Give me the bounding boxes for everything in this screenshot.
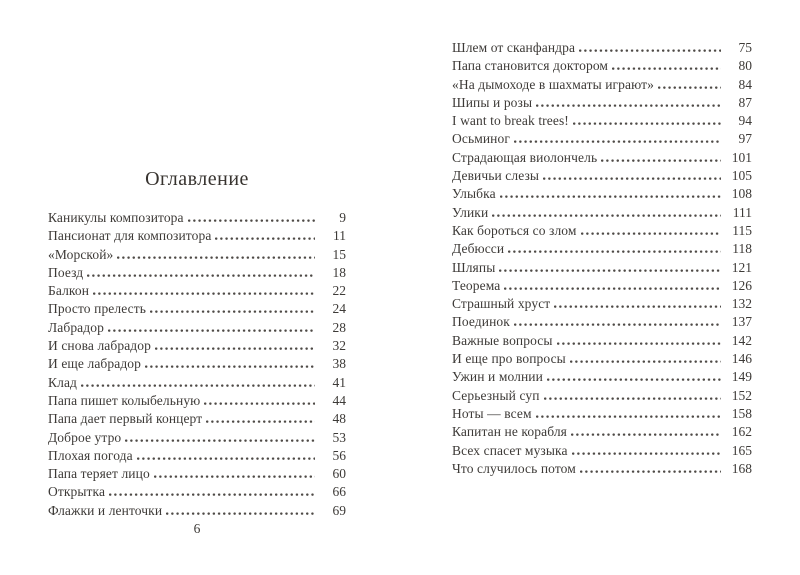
toc-entry (48, 356, 346, 374)
toc-entry-title: I want to break trees! (452, 113, 569, 129)
toc-entry (48, 448, 346, 466)
toc-entry (48, 247, 346, 265)
dot-leader (125, 439, 315, 442)
toc-entry-title: Пансионат для композитора (48, 228, 212, 244)
toc-entry-title: Капитан не корабля (452, 424, 567, 440)
toc-entry (452, 278, 752, 296)
toc-entry-title: Осьминог (452, 131, 510, 147)
toc-entry-title: Теорема (452, 277, 501, 293)
toc-entry (452, 314, 752, 332)
toc-entry (452, 369, 752, 387)
toc-entry-page: 56 (332, 447, 346, 463)
toc-entry (48, 320, 346, 338)
dot-leader (572, 452, 721, 455)
toc-entry-page: 48 (332, 411, 346, 427)
toc-entry-title: Лабрадор (48, 319, 104, 335)
toc-column-right (452, 40, 752, 479)
dot-leader (215, 237, 315, 240)
dot-leader (544, 397, 721, 400)
dot-leader (204, 402, 315, 405)
dot-leader (145, 365, 315, 368)
toc-entry-title: «Морской» (48, 246, 114, 262)
dot-leader (573, 122, 721, 125)
toc-entry-title: Флажки и ленточки (48, 502, 163, 518)
dot-leader (87, 274, 315, 277)
toc-entry-page: 11 (333, 228, 346, 244)
toc-entry-page: 158 (731, 405, 752, 421)
toc-entry-title: Папа пишет колыбельную (48, 392, 201, 408)
dot-leader (547, 378, 721, 381)
toc-entry (48, 265, 346, 283)
dot-leader (658, 86, 721, 89)
toc-entry-title: Папа становится доктором (452, 58, 609, 74)
toc-entry-page: 60 (332, 466, 346, 482)
toc-right-page (452, 40, 752, 479)
toc-entry (452, 424, 752, 442)
toc-entry-page: 15 (332, 246, 346, 262)
dot-leader (571, 433, 721, 436)
toc-entry-title: Как бороться со злом (452, 222, 577, 238)
toc-column-left (48, 210, 346, 521)
toc-entry-title: И еще лабрадор (48, 356, 141, 372)
toc-entry-title: Каникулы композитора (48, 210, 184, 225)
dot-leader (117, 256, 315, 259)
dot-leader (554, 305, 721, 308)
toc-entry-title: Дебюсси (452, 241, 505, 257)
toc-entry-page: 38 (332, 356, 346, 372)
dot-leader (514, 140, 721, 143)
toc-entry-title: Открытка (48, 484, 106, 500)
toc-entry-title: Плохая погода (48, 447, 133, 463)
toc-entry (452, 223, 752, 241)
toc-entry (48, 210, 346, 228)
toc-entry (452, 40, 752, 58)
toc-entry-page: 84 (738, 76, 752, 92)
toc-entry-page: 44 (332, 392, 346, 408)
toc-entry-title: «На дымоходе в шахматы играют» (452, 76, 654, 92)
toc-entry-title: Улыбка (452, 186, 496, 202)
toc-entry-title: Девичьи слезы (452, 168, 540, 184)
toc-entry (452, 150, 752, 168)
dot-leader (500, 195, 721, 198)
dot-leader (154, 475, 315, 478)
dot-leader (536, 415, 721, 418)
dot-leader (601, 159, 721, 162)
toc-entry-page: 69 (332, 502, 346, 518)
toc-left-page (48, 168, 346, 521)
toc-entry (452, 58, 752, 76)
dot-leader (166, 512, 315, 515)
toc-entry-page: 118 (732, 241, 752, 257)
toc-entry (452, 168, 752, 186)
toc-entry-page: 132 (731, 296, 752, 312)
toc-entry (452, 461, 752, 479)
toc-entry-title: Ноты — всем (452, 405, 532, 421)
dot-leader (188, 219, 315, 222)
toc-entry (452, 241, 752, 259)
toc-entry-page: 111 (732, 204, 752, 220)
dot-leader (612, 67, 721, 70)
dot-leader (514, 323, 721, 326)
toc-entry (48, 503, 346, 521)
dot-leader (557, 342, 721, 345)
toc-entry-title: Страдающая виолончель (452, 149, 598, 165)
dot-leader (499, 269, 721, 272)
toc-entry (48, 228, 346, 246)
dot-leader (137, 457, 315, 460)
toc-entry-title: Всех спасет музыка (452, 442, 568, 458)
toc-entry-page: 121 (731, 259, 752, 275)
toc-entry-title: И снова лабрадор (48, 338, 151, 354)
toc-entry-title: Поезд (48, 264, 84, 280)
toc-entry (48, 411, 346, 429)
toc-entry (452, 351, 752, 369)
toc-entry-page: 105 (731, 168, 752, 184)
dot-leader (543, 177, 721, 180)
toc-entry (452, 131, 752, 149)
toc-entry-page: 94 (738, 113, 752, 129)
toc-entry-page: 101 (731, 149, 752, 165)
toc-entry-title: Страшный хруст (452, 296, 551, 312)
toc-entry-page: 137 (731, 314, 752, 330)
toc-entry-title: Доброе утро (48, 429, 122, 445)
toc-entry-page: 18 (332, 264, 346, 280)
toc-entry-page: 32 (332, 338, 346, 354)
toc-entry (48, 338, 346, 356)
toc-entry-title: Шипы и розы (452, 94, 533, 110)
dot-leader (536, 104, 721, 107)
dot-leader (155, 347, 315, 350)
dot-leader (81, 384, 315, 387)
toc-entry (48, 375, 346, 393)
toc-entry (452, 186, 752, 204)
toc-entry (452, 205, 752, 223)
toc-entry (452, 77, 752, 95)
toc-entry-page: 165 (731, 442, 752, 458)
toc-entry (48, 393, 346, 411)
toc-entry (48, 283, 346, 301)
dot-leader (504, 287, 721, 290)
toc-entry-page: 126 (731, 277, 752, 293)
toc-entry-page: 149 (731, 369, 752, 385)
toc-entry-page: 66 (332, 484, 346, 500)
toc-entry (452, 260, 752, 278)
toc-entry (452, 443, 752, 461)
toc-entry-page: 24 (332, 301, 346, 317)
toc-entry-page: 168 (731, 460, 752, 476)
dot-leader (93, 292, 315, 295)
toc-entry-page: 97 (738, 131, 752, 147)
toc-entry-page: 75 (738, 40, 752, 55)
toc-entry (48, 430, 346, 448)
toc-entry-page: 22 (332, 283, 346, 299)
dot-leader (508, 250, 721, 253)
toc-entry-title: Серьезный суп (452, 387, 540, 403)
toc-entry-title: Балкон (48, 283, 90, 299)
dot-leader (206, 420, 315, 423)
toc-entry-title: Папа теряет лицо (48, 466, 150, 482)
toc-entry-page: 28 (332, 319, 346, 335)
toc-entry-page: 108 (731, 186, 752, 202)
dot-leader (580, 470, 721, 473)
dot-leader (570, 360, 721, 363)
toc-entry-page: 80 (738, 58, 752, 74)
dot-leader (108, 329, 315, 332)
toc-entry-title: Улики (452, 204, 489, 220)
toc-entry-page: 53 (332, 429, 346, 445)
toc-entry (48, 466, 346, 484)
dot-leader (492, 214, 721, 217)
toc-entry-page: 9 (339, 210, 346, 225)
toc-entry-title: Ужин и молнии (452, 369, 543, 385)
toc-entry (48, 484, 346, 502)
toc-entry-title: Папа дает первый концерт (48, 411, 203, 427)
toc-entry-title: Клад (48, 374, 78, 390)
toc-entry-title: Поединок (452, 314, 510, 330)
toc-entry (48, 301, 346, 319)
toc-entry (452, 388, 752, 406)
toc-entry-page: 162 (731, 424, 752, 440)
toc-entry-page: 142 (731, 332, 752, 348)
page-number: 6 (193, 521, 201, 536)
toc-entry-title: Просто прелесть (48, 301, 147, 317)
dot-leader (150, 310, 315, 313)
toc-entry-page: 87 (738, 94, 752, 110)
toc-entry-title: Важные вопросы (452, 332, 553, 348)
toc-entry-title: Шлем от сканфандра (452, 40, 576, 55)
toc-entry-title: Шляпы (452, 259, 496, 275)
toc-entry-title: Что случилось потом (452, 460, 576, 476)
toc-entry-page: 115 (732, 222, 752, 238)
toc-entry (452, 95, 752, 113)
toc-entry (452, 406, 752, 424)
dot-leader (581, 232, 721, 235)
toc-entry-page: 152 (731, 387, 752, 403)
toc-entry-page: 41 (332, 374, 346, 390)
toc-entry (452, 296, 752, 314)
dot-leader (109, 493, 315, 496)
toc-entry-page: 146 (731, 351, 752, 367)
toc-entry (452, 333, 752, 351)
dot-leader (579, 49, 721, 52)
toc-entry (452, 113, 752, 131)
toc-heading: Оглавление (145, 168, 249, 190)
toc-entry-title: И еще про вопросы (452, 351, 566, 367)
